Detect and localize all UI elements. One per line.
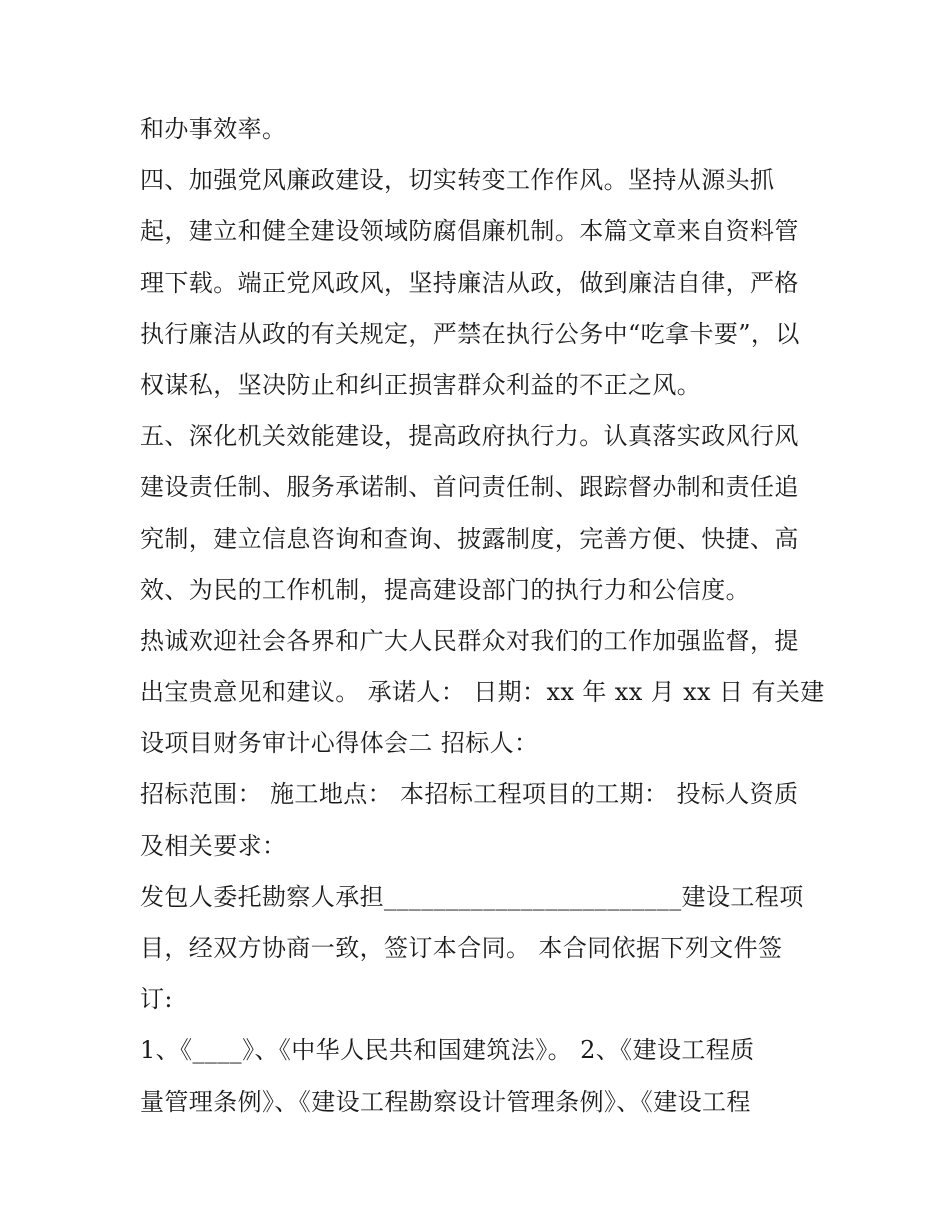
text-line: 效、为民的工作机制，提高建设部门的执行力和公信度。: [140, 575, 750, 604]
text-line: 发包人委托勘察人承担________________________建设工程项: [140, 882, 804, 911]
document-body: [140, 104, 825, 1128]
text-line: 理下载。端正党风政风，坚持廉洁从政，做到廉洁自律，严格: [140, 268, 799, 297]
text-line: 热诚欢迎社会各界和广大人民群众对我们的工作加强监督，提: [140, 626, 799, 655]
text-line: 1、《____》、《中华人民共和国建筑法》。 2、《建设工程质: [140, 1036, 755, 1065]
text-line: 起，建立和健全建设领域防腐倡廉机制。本篇文章来自资料管: [140, 217, 799, 246]
text-line: 执行廉洁从政的有关规定，严禁在执行公务中“吃拿卡要”，以: [140, 319, 800, 348]
text-line: 出宝贵意见和建议。 承诺人： 日期：xx 年 xx 月 xx 日 有关建: [140, 678, 825, 707]
text-line: 量管理条例》、《建设工程勘察设计管理条例》、《建设工程: [140, 1087, 751, 1116]
text-line: 招标范围： 施工地点： 本招标工程项目的工期： 投标人资质: [140, 780, 799, 809]
text-line: 设项目财务审计心得体会二 招标人：: [140, 729, 539, 758]
text-line: 究制，建立信息咨询和查询、披露制度，完善方便、快捷、高: [140, 524, 799, 553]
text-line: 及相关要求：: [140, 831, 287, 860]
text-line: 和办事效率。: [140, 115, 287, 143]
text-line: 目，经双方协商一致，签订本合同。 本合同依据下列文件签: [140, 934, 783, 962]
text-line: 四、加强党风廉政建设，切实转变工作作风。坚持从源头抓: [140, 166, 775, 195]
text-line: 订:: [140, 985, 173, 1014]
text-line: 建设责任制、服务承诺制、首问责任制、跟踪督办制和责任追: [140, 473, 799, 502]
text-line: 权谋私，坚决防止和纠正损害群众利益的不正之风。: [140, 370, 702, 399]
text-line: 五、深化机关效能建设，提高政府执行力。认真落实政风行风: [140, 422, 799, 451]
